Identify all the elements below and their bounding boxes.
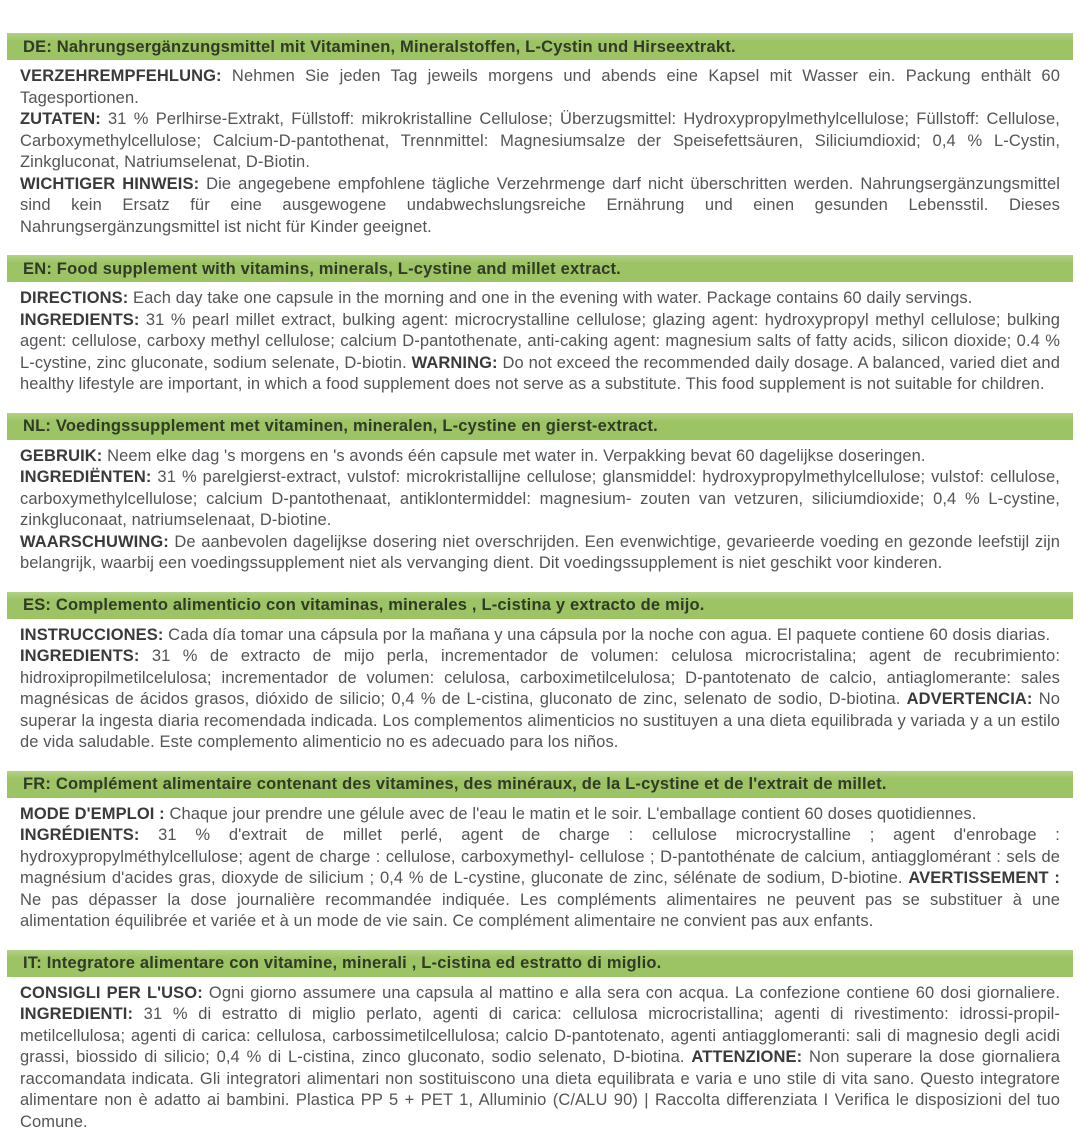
paragraph (20, 66, 1060, 109)
keyword-term: INGREDIENTS: (20, 647, 139, 665)
section-nl-title: NL: Voedingssupplement met vitaminen, mineralen, L-cystine en gierst-extract. (23, 417, 658, 436)
section-de-body (20, 66, 1060, 238)
section-de (7, 33, 1073, 238)
section-it-title: IT: Integratore alimentare con vitamine, minerali , L-cistina ed estratto di miglio. (23, 954, 661, 973)
paragraph (20, 804, 1060, 826)
section-en-body (20, 288, 1060, 396)
body-text-run: Each day take one capsule in the morning and one in the evening with water. Package contains 60 daily servings. (128, 289, 972, 307)
body-text-run: 31 % d'extrait de millet perlé, agent de charge : cellulose microcrystalline ; agent d'enrobage : hydroxypropylméthylcellulose; agent de charge : cellulose, carboxymethyl- cellulose ; D-pantothénate de calcium, antiagglomérant : sels de magnésium d'acides gras, dioxyde de silicium ; 0,4 % de L-cystine, gluconate de zinc, sélénate de sodium, D-biotine. (20, 826, 1060, 887)
paragraph (20, 174, 1060, 239)
body-text-run: 31 % Perlhirse-Extrakt, Füllstoff: mikrokristalline Cellulose; Überzugsmittel: Hydroxypropylmethylcellulose; Füllstoff: Cellulose, Carboxymethylcellulose; Calcium-D-pantothenat, Trennmittel: Magnesiumsalze der Speisefettsäuren, Siliciumdioxid; 0,4 % L-Cystin, Zinkgluconat, Natriumselenat, D-Biotin. (20, 110, 1060, 171)
body-text-run: 31 % de extracto de mijo perla, incrementador de volumen: celulosa microcristalina; agent de recubrimiento: hidroxipropilmetilcelulosa; incrementador de volumen: celulosa, carboximetilcelulosa; D-pantotenato de calcio, antiaglomerante: sales magnésicas de ácidos grasos, dióxido de silicio; 0,4 % de L-cistina, gluconato de zinc, selenato de sodio, D-biotina. (20, 647, 1060, 708)
paragraph (20, 288, 1060, 310)
keyword-term: ZUTATEN: (20, 110, 101, 128)
keyword-term: ADVERTENCIA: (907, 690, 1033, 708)
paragraph (20, 646, 1060, 754)
keyword-term: VERZEHREMPFEHLUNG: (20, 67, 222, 85)
paragraph (20, 983, 1060, 1133)
section-it-header-bar (7, 950, 1073, 977)
paragraph (20, 825, 1060, 933)
section-en (7, 255, 1073, 396)
section-es-body (20, 625, 1060, 754)
paragraph (20, 446, 1060, 468)
body-text-run: 31 % di estratto di miglio perlato, agenti di carica: cellulosa microcristallina; agenti di rivestimento: idrossi-propil-metilcellulosa; agenti di carica: cellulosa, carbossimetilcellulosa; calcio D-pantotenato, agenti antiagglomeranti: sali di magnesio degli acidi grassi, biossido di silicio; 0,4 % di L-cistina, zinco gluconato, sodio selenato, D-biotina. (20, 1005, 1060, 1066)
keyword-term: WARNING: (412, 354, 498, 372)
body-text-run: Do not exceed the recommended daily dosage. A balanced, varied diet and healthy lifestyle are important, in which a food supplement does not serve as a substitute. This food supplement is not suitable for children. (20, 354, 1060, 394)
paragraph (20, 467, 1060, 532)
keyword-term: INGREDIENTI: (20, 1005, 133, 1023)
keyword-term: CONSIGLI PER L'USO: (20, 984, 203, 1002)
keyword-term: INGREDIENTS: (20, 311, 139, 329)
keyword-term: DIRECTIONS: (20, 289, 128, 307)
body-text-run: 31 % pearl millet extract, bulking agent: microcrystalline cellulose; glazing agent: hydroxypropyl methyl cellulose; bulking agent: cellulose, carboxy methyl cellulose; calcium D-pantothenate, anti-caking agent: magnesium salts of fatty acids, silicon dioxide; 0.4 % L-cystine, zinc gluconate, sodium selenate, D-biotin. (20, 311, 1060, 372)
keyword-term: INGREDIËNTEN: (20, 468, 151, 486)
section-es (7, 592, 1073, 754)
keyword-term: GEBRUIK: (20, 447, 102, 465)
keyword-term: INGRÉDIENTS: (20, 826, 139, 844)
section-nl-body (20, 446, 1060, 575)
body-text-run: No superar la ingesta diaria recomendada indicada. Los complementos alimenticios no sustituyen a una dieta equilibrada y variada y a un estilo de vida saludable. Este complemento alimenticio no es adecuado para los niños. (20, 690, 1060, 751)
body-text-run: Cada día tomar una cápsula por la mañana y una cápsula por la noche con agua. El paquete contiene 60 dosis diarias. (164, 626, 1051, 644)
keyword-term: AVERTISSEMENT : (908, 869, 1060, 887)
body-text-run: Ogni giorno assumere una capsula al mattino e alla sera con acqua. La confezione contiene 60 dosi giornaliere. (203, 984, 1060, 1002)
section-fr (7, 771, 1073, 933)
paragraph (20, 625, 1060, 647)
section-es-header-bar (7, 592, 1073, 619)
body-text-run: Ne pas dépasser la dose journalière recommandée indiquée. Les compléments alimentaires ne peuvent pas se substituer à une alimentation équilibrée et variée et à un mode de vie sain. Ce complément alimentaire ne convient pas aux enfants. (20, 891, 1060, 931)
body-text-run: Die angegebene empfohlene tägliche Verzehrmenge darf nicht überschritten werden. Nahrungsergänzungsmittel sind kein Ersatz für eine ausgewogene undabwechslungsreiche Ernährung und einen gesunden Lebensstil. Dieses Nahrungsergänzungsmittel ist nicht für Kinder geeignet. (20, 175, 1060, 236)
body-text-run: Chaque jour prendre une gélule avec de l'eau le matin et le soir. L'emballage contient 60 doses quotidiennes. (165, 805, 977, 823)
keyword-term: MODE D'EMPLOI : (20, 805, 165, 823)
section-fr-body (20, 804, 1060, 933)
keyword-term: WAARSCHUWING: (20, 533, 169, 551)
body-text-run: Non superare la dose giornaliera raccomandata indicata. Gli integratori alimentari non sostituiscono una dieta equilibrata e varia e uno stile di vita sano. Questo integratore alimentare non è adatto ai bambini. Plastica PP 5 + PET 1, Alluminio (C/ALU 90) | Raccolta differenziata I Verifica le disposizioni del tuo Comune. (20, 1048, 1060, 1131)
section-nl (7, 413, 1073, 575)
keyword-term: WICHTIGER HINWEIS: (20, 175, 199, 193)
body-text-run: 31 % parelgierst-extract, vulstof: microkristallijne cellulose; glansmiddel: hydroxypropylmethylcellulose; vulstof: cellulose, carboxymethylcellulose; calcium D-pantothenaat, antiklontermiddel: magnesium- zouten van vetzuren, siliciumdioxide; 0,4 % L-cystine, zinkgluconaat, natriumselenaat, D-biotine. (20, 468, 1060, 529)
body-text-run: De aanbevolen dagelijkse dosering niet overschrijden. Een evenwichtige, gevarieerde voeding en gezonde leefstijl zijn belangrijk, waarbij een voedingssupplement niet als vervanging dient. Dit voedingssupplement is niet geschikt voor kinderen. (20, 533, 1060, 573)
section-fr-title: FR: Complément alimentaire contenant des vitamines, des minéraux, de la L-cystine et de l'extrait de millet. (23, 775, 887, 794)
keyword-term: ATTENZIONE: (691, 1048, 802, 1066)
section-de-header-bar (7, 33, 1073, 60)
body-text-run: Nehmen Sie jeden Tag jeweils morgens und abends eine Kapsel mit Wasser ein. Packung enthält 60 Tagesportionen. (20, 67, 1060, 107)
section-en-title: EN: Food supplement with vitamins, minerals, L-cystine and millet extract. (23, 260, 621, 279)
body-text-run: Neem elke dag 's morgens en 's avonds één capsule met water in. Verpakking bevat 60 dagelijkse doseringen. (102, 447, 925, 465)
section-nl-header-bar (7, 413, 1073, 440)
section-en-header-bar (7, 255, 1073, 282)
section-it-body (20, 983, 1060, 1133)
section-es-title: ES: Complemento alimenticio con vitaminas, minerales , L-cistina y extracto de mijo. (23, 596, 705, 615)
section-fr-header-bar (7, 771, 1073, 798)
paragraph (20, 109, 1060, 174)
paragraph (20, 532, 1060, 575)
keyword-term: INSTRUCCIONES: (20, 626, 164, 644)
section-de-title: DE: Nahrungsergänzungsmittel mit Vitaminen, Mineralstoffen, L-Cystin und Hirseextrakt. (23, 38, 736, 57)
section-it (7, 950, 1073, 1133)
paragraph (20, 310, 1060, 396)
